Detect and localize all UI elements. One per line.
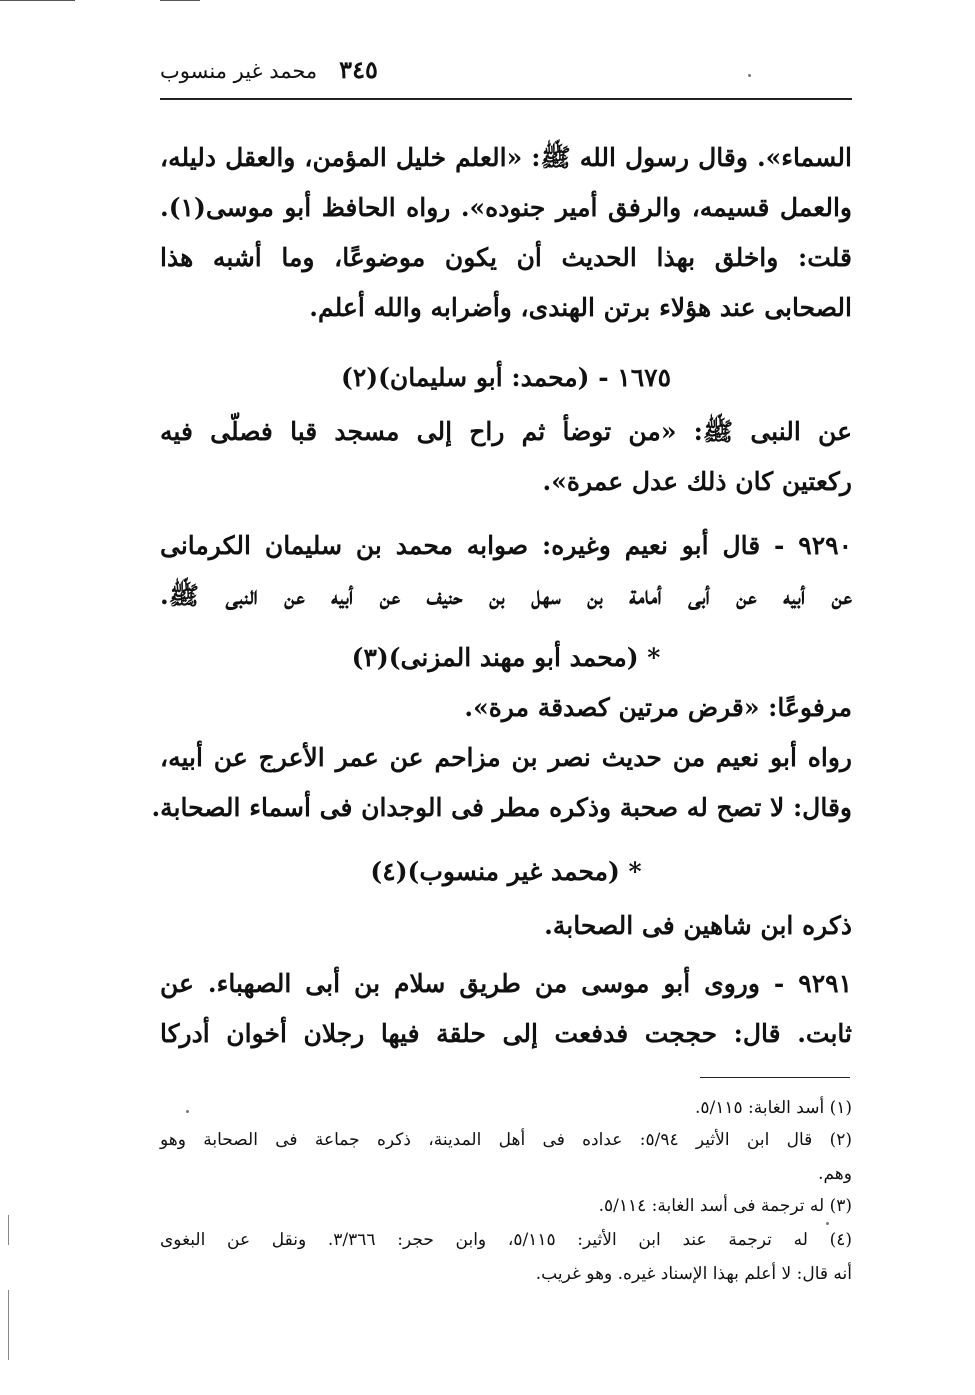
top-edge-mark (0, 0, 75, 4)
footnote: أنه قال: لا أعلم بهذا الإسناد غيره. وهو غريب. (535, 1264, 852, 1284)
text-line: السماء». وقال رسول الله ﷺ: «العلم خليل المؤمن، والعقل دليله، (160, 143, 852, 172)
text-line: مرفوعًا: «قرض مرتين كصدقة مرة». (464, 693, 852, 722)
scan-speck (186, 1110, 189, 1113)
scan-speck (748, 74, 751, 77)
scan-edge-mark (8, 1215, 9, 1245)
text-line: عن النبى ﷺ: «من توضأ ثم راح إلى مسجد قبا فصلّى فيه (160, 417, 852, 446)
scan-speck (826, 1222, 829, 1225)
footnote: (٤) له ترجمة عند ابن الأثير: ٥/١١٥، وابن حجر: ٣/٣٦٦. ونقل عن البغوى (160, 1230, 852, 1250)
text-line: رواه أبو نعيم من حديث نصر بن مزاحم عن عمر الأعرج عن أبيه، (160, 743, 852, 772)
text-line: ثابت. قال: حججت فدفعت إلى حلقة فيها رجلان أخوان أدركا (160, 1019, 852, 1048)
entry-heading: * (محمد غير منسوب)(٤) (370, 857, 642, 886)
text-line: وقال: لا تصح له صحبة وذكره مطر فى الوجدان فى أسماء الصحابة. (151, 793, 852, 822)
text-line: ٩٢٩٠ - قال أبو نعيم وغيره: صوابه محمد بن سليمان الكرمانى (160, 531, 852, 560)
text-line: ٩٢٩١ - وروى أبو موسى من طريق سلام بن أبى الصهباء. عن (160, 969, 852, 998)
text-line: عن أبيه عن أبى أمامة بن سهل بن حنيف عن أبيه عن النبى ﷺ. (160, 581, 852, 610)
text-line: الصحابى عند هؤلاء برتن الهندى، وأضرابه والله أعلم. (309, 293, 852, 322)
footnote: (١) أسد الغابة: ٥/١١٥. (694, 1098, 852, 1118)
footnote: (٢) قال ابن الأثير ٥/٩٤: عداده فى أهل المدينة، ذكره جماعة فى الصحابة وهو (160, 1130, 852, 1150)
text-line: ركعتين كان ذلك عدل عمرة». (542, 467, 852, 496)
entry-heading: ١٦٧٥ - (محمد: أبو سليمان)(٢) (340, 363, 672, 392)
running-title: محمد غير منسوب (160, 59, 318, 83)
page-number: ٣٤٥ (339, 55, 378, 84)
entry-heading: * (محمد أبو مهند المزنى)(٣) (351, 643, 661, 672)
scan-edge-mark (8, 1290, 9, 1360)
page-header (160, 55, 850, 95)
text-line: ذكره ابن شاهين فى الصحابة. (544, 911, 852, 940)
header-rule (160, 98, 852, 100)
footnote-rule (700, 1077, 850, 1078)
text-line: والعمل قسيمه، والرفق أمير جنوده». رواه الحافظ أبو موسى(١). (160, 193, 852, 222)
top-edge-mark (160, 0, 200, 4)
footnote: (٣) له ترجمة فى أسد الغابة: ٥/١١٤. (598, 1196, 852, 1216)
footnote: وهم. (818, 1164, 852, 1184)
text-line: قلت: واخلق بهذا الحديث أن يكون موضوعًا، وما أشبه هذا (160, 243, 852, 272)
